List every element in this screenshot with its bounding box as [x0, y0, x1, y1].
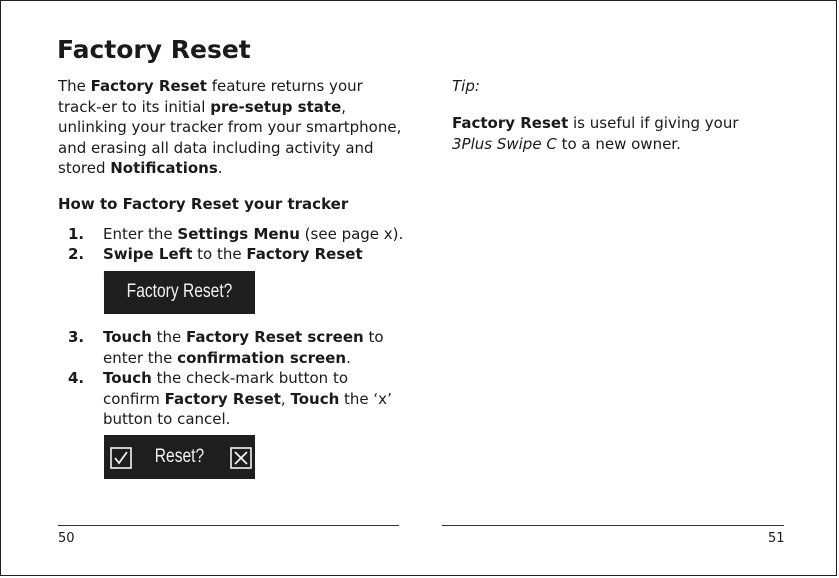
intro-paragraph — [58, 76, 406, 179]
intro-bold: Factory Reset — [90, 77, 207, 95]
page-title: Factory Reset — [57, 35, 251, 64]
intro-text: feature returns your track-er to its initial — [58, 77, 363, 116]
tip-label: Tip: — [452, 77, 480, 95]
intro-text: , unlinking your tracker from your smartphone, and erasing all data including activity and stored — [58, 97, 402, 178]
factory-reset-screen[interactable] — [104, 271, 255, 314]
page-number-left: 50 — [58, 531, 75, 546]
intro-text: . — [217, 159, 223, 178]
howto-heading: How to Factory Reset your tracker — [58, 195, 349, 213]
right-column — [452, 76, 772, 153]
intro-text: The — [58, 77, 91, 95]
footer-divider — [58, 525, 399, 526]
step-number: 3. — [68, 328, 85, 346]
intro-bold: Notifications — [110, 159, 218, 178]
close-icon[interactable] — [230, 447, 252, 469]
left-column — [58, 76, 406, 179]
footer-divider — [442, 525, 784, 526]
step-number: 4. — [68, 369, 85, 387]
tip-text: Factory Reset is useful if giving your 3Plus Swipe C to a new owner. — [452, 114, 739, 153]
step-number: 1. — [68, 225, 85, 243]
confirmation-screen — [104, 435, 255, 479]
intro-bold: pre-setup state — [210, 97, 342, 116]
step-text: Touch the check-mark button to confirm Factory Reset, Touch the ‘x’ button to cancel. — [103, 369, 392, 429]
step-number: 2. — [68, 245, 85, 263]
step-text: Swipe Left to the Factory Reset — [103, 245, 363, 263]
page-number-right: 51 — [768, 531, 785, 546]
step-text: Touch the Factory Reset screen to enter the confirmation screen. — [103, 328, 384, 367]
screen-label: Reset? — [154, 446, 205, 467]
screen-label: Factory Reset? — [126, 281, 233, 302]
step-text: Enter the Settings Menu (see page x). — [103, 225, 404, 243]
